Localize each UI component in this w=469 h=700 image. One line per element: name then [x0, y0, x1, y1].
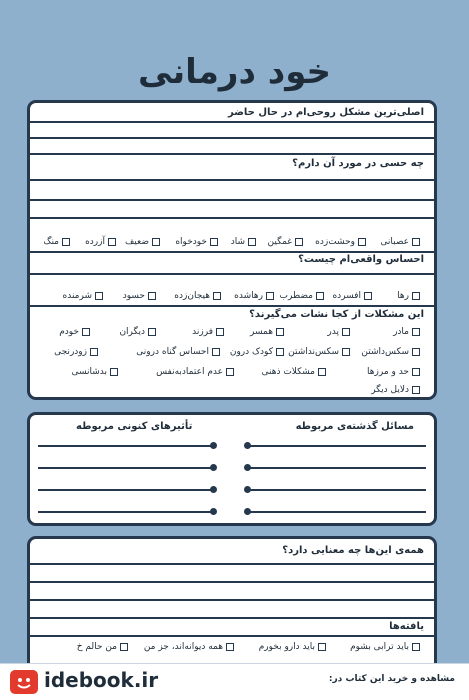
write-line[interactable] — [30, 563, 434, 565]
write-line[interactable] — [38, 467, 214, 469]
checkbox-option[interactable]: بدشانسی — [71, 367, 118, 377]
checkbox-option[interactable]: من حالم خ — [77, 642, 128, 652]
write-line[interactable] — [250, 467, 426, 469]
footer-bar — [0, 663, 469, 700]
write-line[interactable] — [30, 199, 434, 201]
checkbox-option[interactable]: رهاشده — [234, 291, 274, 301]
checkbox-option[interactable]: حسود — [123, 291, 156, 301]
write-line[interactable] — [30, 599, 434, 601]
write-line[interactable] — [30, 273, 434, 275]
past-issues-heading: مسائل گذشته‌ی مربوطه — [295, 421, 414, 432]
checkbox-option[interactable]: کودک درون — [230, 347, 284, 357]
checkbox-option[interactable]: مادر — [393, 327, 420, 337]
checkbox-option[interactable]: شاد — [231, 237, 256, 247]
section-feeling-heading: چه حسی در مورد آن دارم؟ — [292, 158, 424, 169]
checkbox-option[interactable]: شرمنده — [63, 291, 103, 301]
checkbox-option[interactable]: مضطرب — [280, 291, 324, 301]
write-line[interactable] — [30, 635, 434, 637]
section-origin-heading: این مشکلات از کجا نشات می‌گیرند؟ — [249, 309, 424, 320]
checkbox-option[interactable]: احساس گناه درونی — [136, 347, 220, 357]
section-meaning-heading: همه‌ی این‌ها چه معنایی دارد؟ — [282, 545, 424, 556]
checkbox-option[interactable]: غمگین — [268, 237, 303, 247]
checkbox-option[interactable]: پدر — [327, 327, 350, 337]
write-line[interactable] — [30, 121, 434, 123]
checkbox-option[interactable]: باید دارو بخورم — [259, 642, 326, 652]
checkbox-option[interactable]: دیگران — [119, 327, 156, 337]
write-line[interactable] — [38, 489, 214, 491]
write-line[interactable] — [250, 489, 426, 491]
section-true-feeling-heading: احساس واقعی‌ام چیست؟ — [298, 254, 424, 265]
section-main-problem-heading: اصلی‌ترین مشکل روحی‌ام در حال حاضر — [228, 107, 424, 118]
write-line[interactable] — [38, 511, 214, 513]
checkbox-option[interactable]: حد و مرزها — [367, 367, 420, 377]
checkbox-option[interactable]: همسر — [250, 327, 284, 337]
write-line[interactable] — [30, 617, 434, 619]
checkbox-option[interactable]: وحشت‌زده — [315, 237, 366, 247]
checkbox-option[interactable]: مشکلات ذهنی — [262, 367, 327, 377]
bullet-dot — [244, 464, 251, 471]
write-line[interactable] — [38, 445, 214, 447]
divider — [30, 305, 434, 307]
footer-caption: مشاهده و خرید این کتاب در: — [328, 674, 455, 684]
write-line[interactable] — [30, 217, 434, 219]
checkbox-option[interactable]: ضعیف — [125, 237, 160, 247]
checkbox-option[interactable]: همه دیوانه‌اند، جز من — [144, 642, 234, 652]
checkbox-option[interactable]: عدم اعتمادبه‌نفس — [156, 367, 234, 377]
write-line[interactable] — [30, 153, 434, 155]
checkbox-option[interactable]: عصبانی — [380, 237, 420, 247]
checkbox-option[interactable]: فرزند — [192, 327, 224, 337]
form-panel-main — [27, 100, 437, 400]
checkbox-option[interactable]: خودخواه — [175, 237, 218, 247]
checkbox-option[interactable]: آزرده — [85, 237, 116, 247]
page-title: خود درمانی — [137, 52, 332, 92]
checkbox-option[interactable]: افسرده — [332, 291, 372, 301]
checkbox-option[interactable]: هیجان‌زده — [174, 291, 221, 301]
form-panel-past-present — [27, 412, 437, 526]
checkbox-option[interactable]: زودرنجی — [54, 347, 98, 357]
section-findings-heading: یافته‌ها — [389, 621, 424, 632]
write-line[interactable] — [250, 511, 426, 513]
current-effects-heading: تأثیرهای کنونی مربوطه — [76, 421, 193, 432]
bullet-dot — [244, 486, 251, 493]
checkbox-option[interactable]: خودم — [59, 327, 90, 337]
checkbox-option[interactable]: رها — [397, 291, 420, 301]
logo-icon — [10, 670, 38, 694]
bullet-dot — [244, 508, 251, 515]
checkbox-option[interactable]: دلایل دیگر — [371, 385, 420, 395]
write-line[interactable] — [30, 179, 434, 181]
write-line[interactable] — [30, 137, 434, 139]
write-line[interactable] — [30, 581, 434, 583]
checkbox-option[interactable]: باید ترابی بشوم — [350, 642, 420, 652]
bullet-dot — [244, 442, 251, 449]
checkbox-option[interactable]: منگ — [43, 237, 70, 247]
checkbox-option[interactable]: سکس‌نداشتن — [288, 347, 350, 357]
write-line[interactable] — [250, 445, 426, 447]
divider — [30, 251, 434, 253]
checkbox-option[interactable]: سکس‌داشتن — [361, 347, 420, 357]
site-logo-text[interactable]: idebook.ir — [44, 668, 159, 692]
